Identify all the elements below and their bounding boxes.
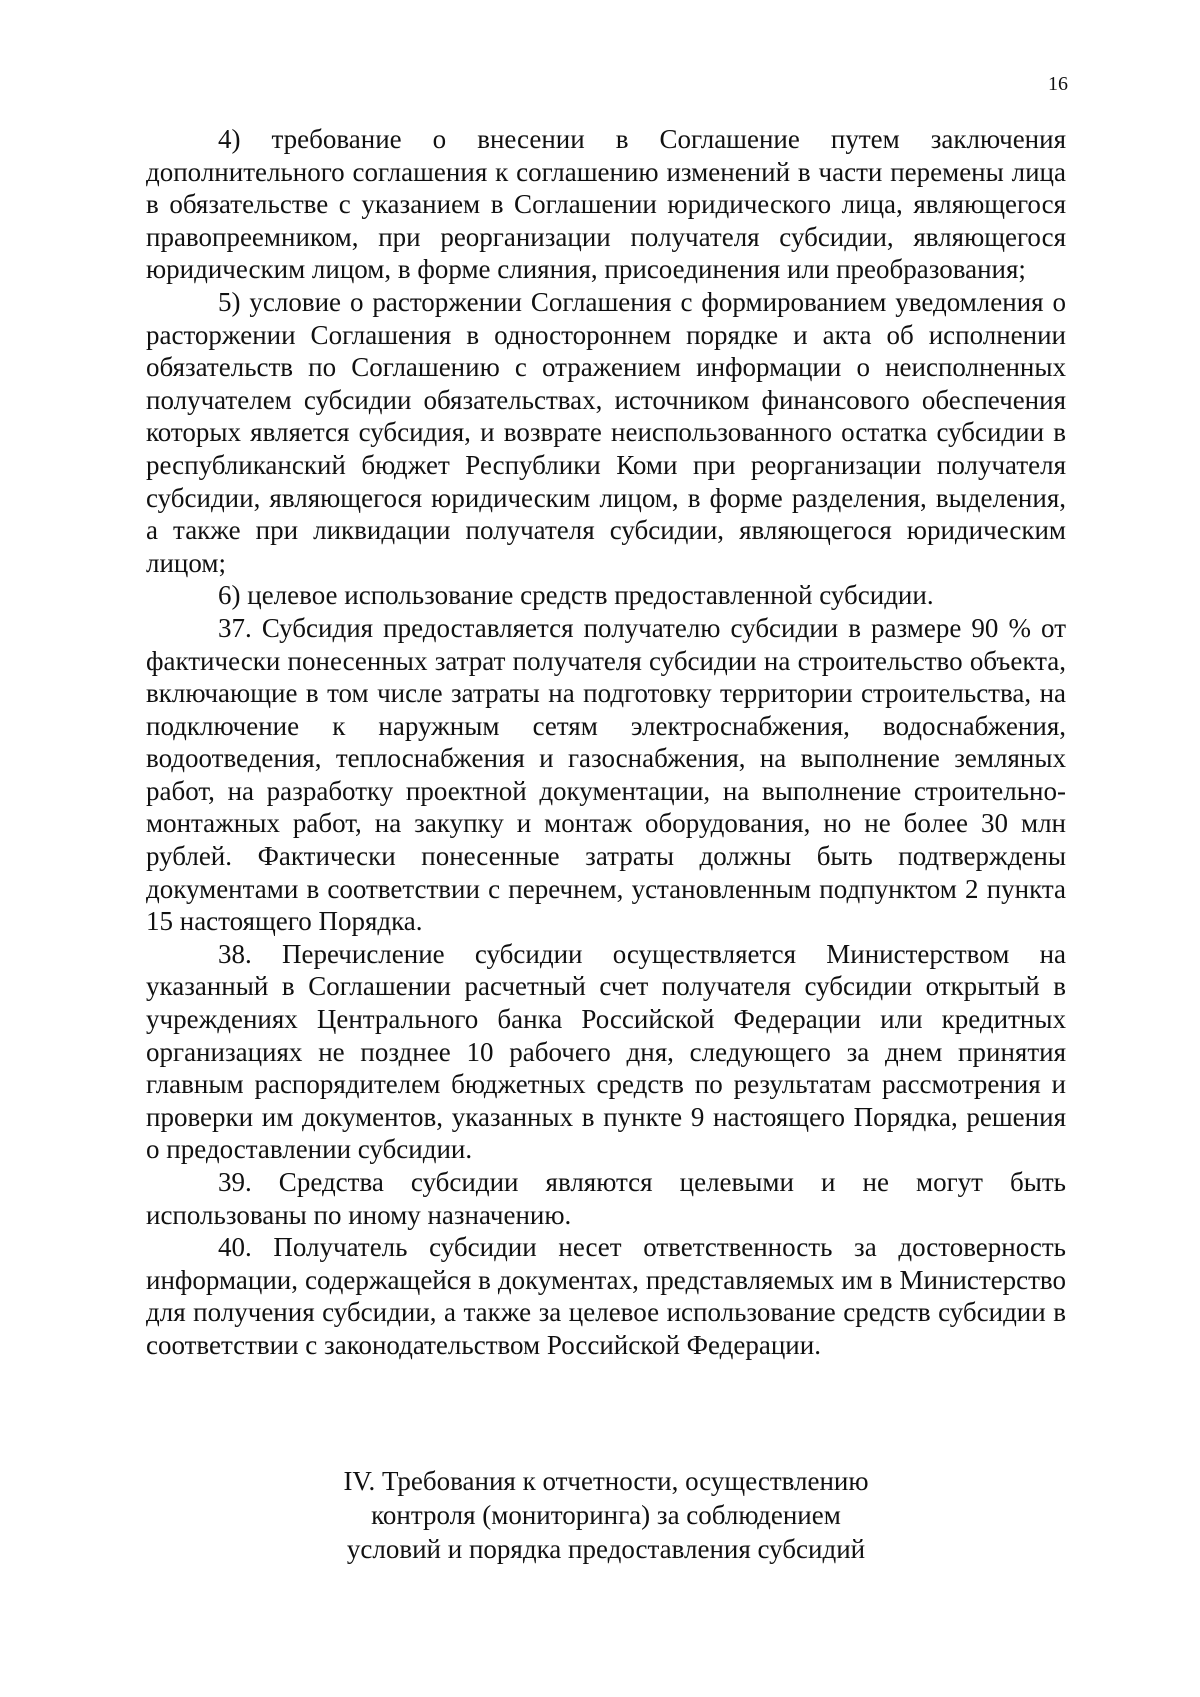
section-heading-line-3: условий и порядка предоставления субсидий — [346, 1534, 866, 1564]
paragraph-clause-39: 39. Средства субсидии являются целевыми и не могут быть использованы по иному назначению. — [146, 1167, 1066, 1230]
paragraph-item-4: 4) требование о внесении в Соглашение путем заключения дополнительного соглашения к соглашению изменений в части перемены лица в обязательстве с указанием в Соглашении юридического лица, являющегося правопреемником, при реорганизации получателя субсидии, являющегося юридическим лицом, в форме слияния, присоединения или преобразования; — [146, 124, 1066, 285]
document-body — [146, 123, 1066, 1362]
paragraph-clause-40: 40. Получатель субсидии несет ответственность за достоверность информации, содержащейся в документах, представляемых им в Министерство для получения субсидии, а также за целевое использование средств субсидии в соответствии с законодательством Российской Федерации. — [146, 1232, 1066, 1360]
paragraph-item-6: 6) целевое использование средств предоставленной субсидии. — [218, 580, 934, 611]
page-number: 16 — [1048, 73, 1068, 95]
section-heading-line-1: IV. Требования к отчетности, осуществлению — [343, 1466, 869, 1496]
paragraph-clause-37: 37. Субсидия предоставляется получателю субсидии в размере 90 % от фактически понесенных затрат получателя субсидии на строительство объекта, включающие в том числе затраты на подготовку территории строительства, на подключение к наружным сетям электроснабжения, водоснабжения, водоотведения, теплоснабжения и газоснабжения, на выполнение земляных работ, на разработку проектной документации, на выполнение строительно-монтажных работ, на закупку и монтаж оборудования, но не более 30 млн рублей. Фактически понесенные затраты должны быть подтверждены документами в соответствии с перечнем, установленным подпунктом 2 пункта 15 настоящего Порядка. — [146, 612, 1066, 937]
section-heading — [146, 1464, 1066, 1566]
section-heading-line-2: контроля (мониторинга) за соблюдением — [371, 1500, 841, 1530]
paragraph-item-5: 5) условие о расторжении Соглашения с формированием уведомления о расторжении Соглашения в одностороннем порядке и акта об исполнении обязательств по Соглашению с отражением информации о неисполненных получателем субсидии обязательствах, источником финансового обеспечения которых является субсидия, и возврате неиспользованного остатка субсидии в республиканский бюджет Республики Коми при реорганизации получателя субсидии, являющегося юридическим лицом, в форме разделения, выделения, а также при ликвидации получателя субсидии, являющегося юридическим лицом; — [146, 286, 1066, 578]
paragraph-clause-38: 38. Перечисление субсидии осуществляется Министерством на указанный в Соглашении расчетный счет получателя субсидии открытый в учреждениях Центрального банка Российской Федерации или кредитных организациях не позднее 10 рабочего дня, следующего за днем принятия главным распорядителем бюджетных средств по результатам рассмотрения и проверки им документов, указанных в пункте 9 настоящего Порядка, решения о предоставлении субсидии. — [146, 938, 1066, 1165]
